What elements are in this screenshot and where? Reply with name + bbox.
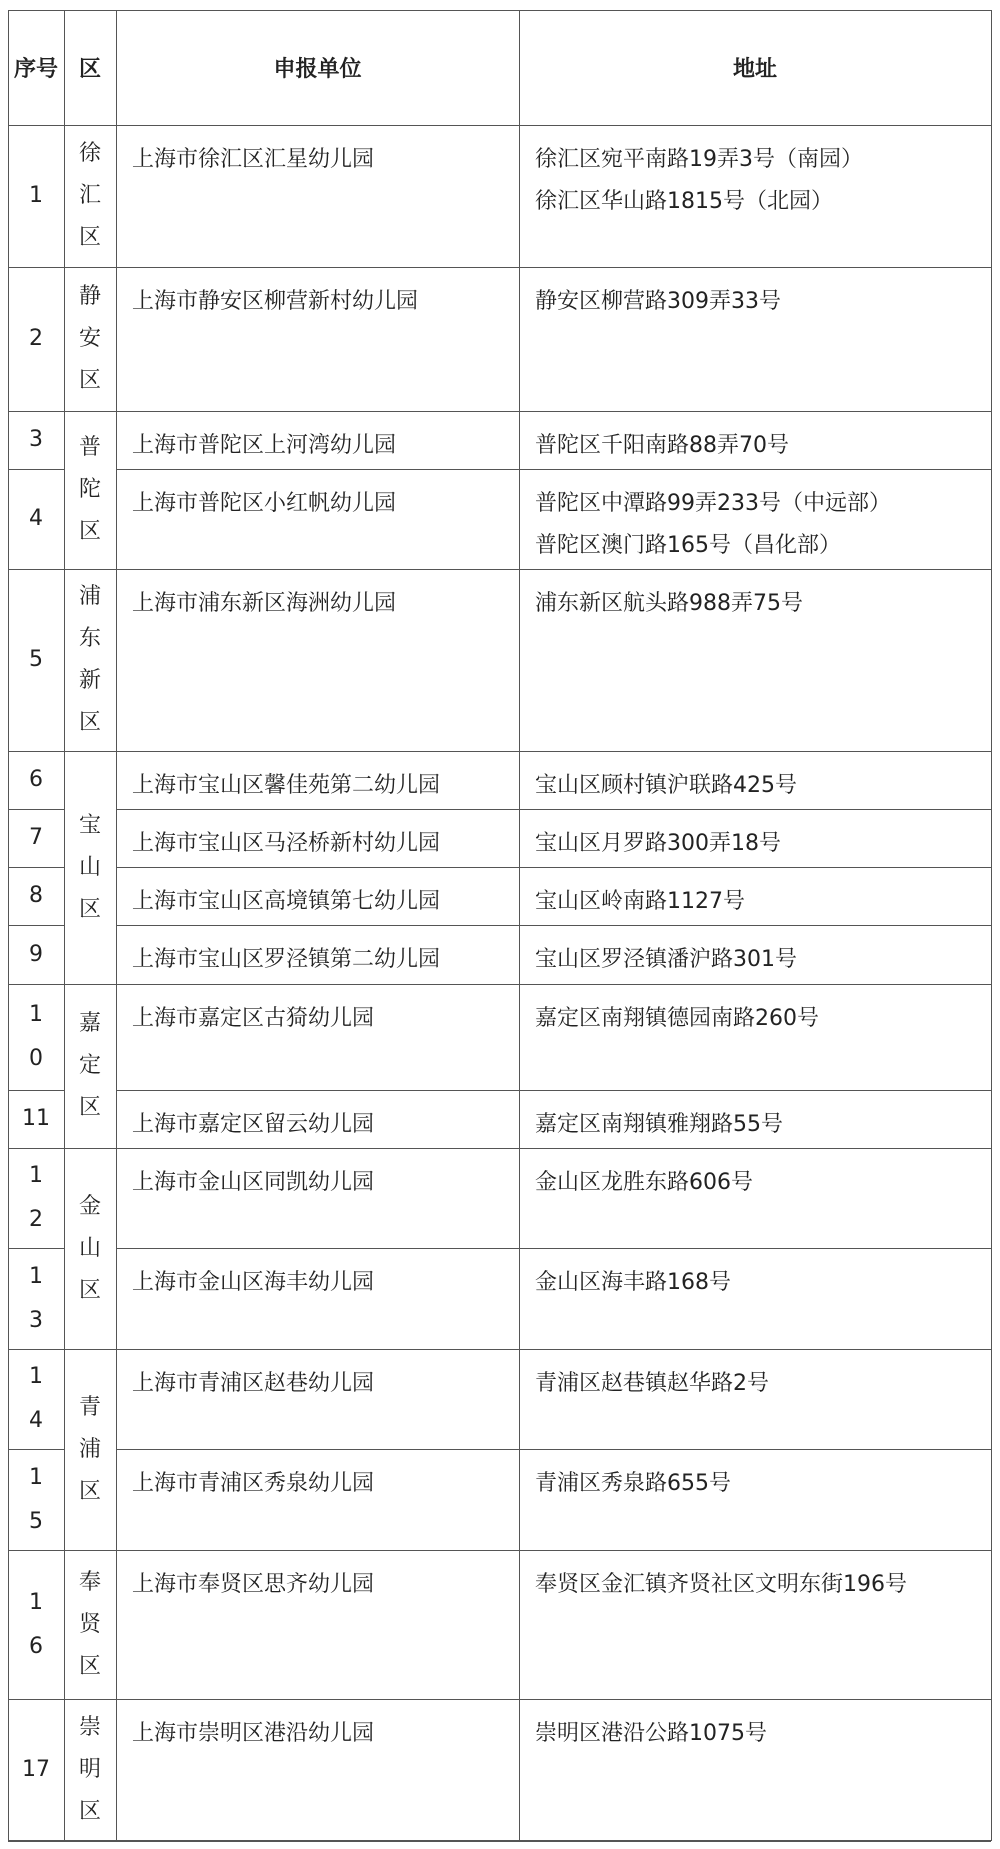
address-line: 宝山区罗泾镇潘沪路301号 <box>535 947 797 972</box>
row-divider <box>8 411 991 412</box>
row-divider <box>8 984 991 985</box>
row-address <box>519 925 991 984</box>
address-line: 宝山区月罗路300弄18号 <box>535 831 781 856</box>
address-line: 宝山区岭南路1127号 <box>535 889 745 914</box>
row-divider <box>116 867 991 868</box>
column-divider <box>519 10 520 1841</box>
column-divider <box>8 10 9 1841</box>
district-name: 奉贤区 <box>78 1569 101 1679</box>
table-border-top <box>8 10 991 11</box>
row-unit: 上海市普陀区上河湾幼儿园 <box>132 433 397 458</box>
district-cell <box>64 569 116 751</box>
district-name: 青浦区 <box>78 1394 101 1504</box>
column-divider <box>116 10 117 1841</box>
row-seq: 1 3 <box>29 1263 43 1333</box>
row-divider <box>8 751 991 752</box>
row-divider <box>8 1550 991 1551</box>
column-divider <box>991 10 992 1841</box>
row-unit: 上海市奉贤区思齐幼儿园 <box>132 1572 375 1597</box>
header-address: 地址 <box>732 57 777 82</box>
address-line: 崇明区港沿公路1075号 <box>535 1721 767 1746</box>
address-line: 金山区龙胜东路606号 <box>535 1170 753 1195</box>
row-unit: 上海市宝山区馨佳苑第二幼儿园 <box>132 773 441 798</box>
address-line: 嘉定区南翔镇德园南路260号 <box>535 1006 819 1031</box>
address-line: 嘉定区南翔镇雅翔路55号 <box>535 1112 783 1137</box>
header-unit: 申报单位 <box>273 57 362 82</box>
row-unit: 上海市宝山区马泾桥新村幼儿园 <box>132 831 441 856</box>
row-seq: 2 <box>29 326 43 351</box>
district-cell <box>64 411 116 569</box>
district-name: 浦东新区 <box>78 584 101 735</box>
row-divider <box>8 867 64 868</box>
row-divider <box>116 1449 991 1450</box>
district-name: 静安区 <box>78 284 101 393</box>
row-divider <box>8 1248 64 1249</box>
district-cell <box>64 267 116 411</box>
address-line: 普陀区澳门路165号（昌化部） <box>535 533 841 558</box>
district-name: 徐汇区 <box>78 141 101 250</box>
district-name: 宝山区 <box>78 812 101 922</box>
district-name: 嘉定区 <box>78 1011 101 1120</box>
row-divider <box>116 809 991 810</box>
row-address <box>519 1699 991 1841</box>
row-divider <box>8 1090 64 1091</box>
row-divider <box>8 1148 991 1149</box>
district-cell <box>64 1349 116 1550</box>
row-address <box>519 411 991 469</box>
row-unit: 上海市崇明区港沿幼儿园 <box>132 1721 375 1746</box>
row-divider <box>8 925 64 926</box>
row-address <box>519 1148 991 1248</box>
column-divider <box>64 10 65 1841</box>
row-divider <box>8 1699 991 1700</box>
address-line: 宝山区顾村镇沪联路425号 <box>535 773 797 798</box>
header-seq: 序号 <box>13 57 58 82</box>
row-divider <box>116 1090 991 1091</box>
district-name: 普陀区 <box>78 435 101 544</box>
row-seq: 7 <box>29 825 43 850</box>
row-unit: 上海市嘉定区古猗幼儿园 <box>132 1006 375 1031</box>
row-seq: 5 <box>29 647 43 672</box>
address-line: 浦东新区航头路988弄75号 <box>535 591 803 616</box>
address-line: 金山区海丰路168号 <box>535 1270 731 1295</box>
row-seq: 1 6 <box>29 1589 43 1659</box>
row-divider <box>8 267 991 268</box>
row-unit: 上海市青浦区赵巷幼儿园 <box>132 1371 375 1396</box>
row-address <box>519 984 991 1090</box>
district-cell <box>64 1550 116 1699</box>
row-seq: 9 <box>29 941 43 967</box>
row-address <box>519 1349 991 1449</box>
district-cell <box>64 1148 116 1349</box>
row-address <box>519 1090 991 1148</box>
row-divider <box>116 925 991 926</box>
district-cell <box>64 125 116 267</box>
address-line: 青浦区赵巷镇赵华路2号 <box>535 1371 769 1396</box>
row-seq: 11 <box>22 1106 50 1131</box>
address-line: 青浦区秀泉路655号 <box>535 1471 731 1496</box>
row-address <box>519 1449 991 1550</box>
row-address <box>519 569 991 751</box>
row-address <box>519 1550 991 1699</box>
row-unit: 上海市金山区海丰幼儿园 <box>132 1270 375 1295</box>
row-divider <box>8 125 991 126</box>
row-divider <box>8 1349 991 1350</box>
row-address <box>519 267 991 411</box>
header-district: 区 <box>78 57 101 82</box>
table-border-bottom <box>8 1840 991 1842</box>
row-unit: 上海市青浦区秀泉幼儿园 <box>132 1471 375 1496</box>
row-address <box>519 809 991 867</box>
row-divider <box>116 469 991 470</box>
row-unit: 上海市静安区柳营新村幼儿园 <box>132 289 419 314</box>
row-address <box>519 867 991 925</box>
row-unit: 上海市嘉定区留云幼儿园 <box>132 1112 375 1137</box>
row-address <box>519 751 991 809</box>
row-unit: 上海市徐汇区汇星幼儿园 <box>132 147 375 172</box>
district-cell <box>64 984 116 1148</box>
address-line: 静安区柳营路309弄33号 <box>535 289 781 314</box>
row-divider <box>8 1449 64 1450</box>
row-seq: 1 2 <box>29 1163 43 1232</box>
district-name: 崇明区 <box>78 1715 101 1824</box>
row-seq: 1 4 <box>29 1364 43 1433</box>
row-address <box>519 125 991 267</box>
address-line: 普陀区千阳南路88弄70号 <box>535 433 789 458</box>
address-line: 徐汇区宛平南路19弄3号（南园） <box>535 147 863 172</box>
row-seq: 17 <box>22 1757 50 1782</box>
district-cell <box>64 751 116 984</box>
row-unit: 上海市宝山区罗泾镇第二幼儿园 <box>132 947 441 972</box>
row-unit: 上海市普陀区小红帆幼儿园 <box>132 491 397 516</box>
row-unit: 上海市金山区同凯幼儿园 <box>132 1170 375 1195</box>
row-seq: 1 5 <box>29 1464 43 1534</box>
row-divider <box>8 569 991 570</box>
row-divider <box>8 469 64 470</box>
row-seq: 6 <box>29 767 43 792</box>
row-seq: 3 <box>29 427 43 452</box>
district-name: 金山区 <box>78 1193 101 1303</box>
row-seq: 1 <box>29 183 43 208</box>
row-address <box>519 469 991 569</box>
row-address <box>519 1248 991 1349</box>
address-line: 奉贤区金汇镇齐贤社区文明东街196号 <box>535 1572 907 1597</box>
row-unit: 上海市浦东新区海洲幼儿园 <box>132 591 397 616</box>
address-line: 徐汇区华山路1815号（北园） <box>535 189 833 214</box>
address-line: 普陀区中潭路99弄233号（中远部） <box>535 491 891 516</box>
row-seq: 1 0 <box>29 1002 43 1071</box>
district-cell <box>64 1699 116 1841</box>
row-seq: 8 <box>29 883 43 908</box>
row-divider <box>116 1248 991 1249</box>
row-unit: 上海市宝山区高境镇第七幼儿园 <box>132 889 441 914</box>
row-divider <box>8 809 64 810</box>
row-seq: 4 <box>29 506 43 531</box>
